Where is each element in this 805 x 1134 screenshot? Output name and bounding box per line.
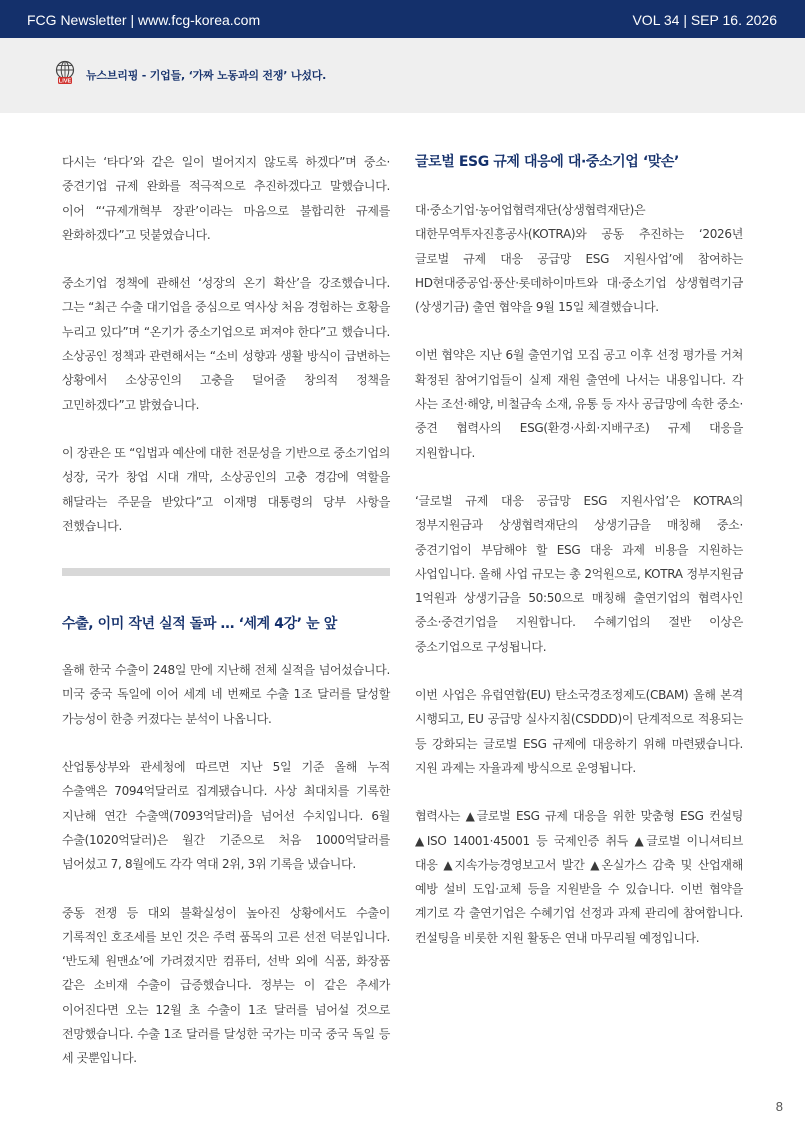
esg-section-title: 글로벌 ESG 규제 대응에 대·중소기업 ‘맞손’: [415, 154, 679, 170]
paragraph: 중소기업 정책에 관해선 ‘성장의 온기 확산’을 강조했습니다. 그는 “최근 수출 대기업을 중심으로 역사상 처음 경험하는 호황을 누리고 있다”며 “온기가 중소기업으로 퍼져야 한다”고 했습니다. 소상공인 정책과 관련해서는 “소비 성향과 생활 방식이 급변하는 상황에서 소상공인의 고충을 덜어줄 창의적 정책을 고민하겠다”고 밝혔습니다.: [62, 276, 390, 412]
right-column: [415, 150, 743, 950]
paragraph: ‘글로벌 규제 대응 공급망 ESG 지원사업’은 KOTRA의 정부지원금과 상생협력재단의 상생기금을 매칭해 중소·중견기업이 부담해야 할 ESG 대응 과제 비용을 지원하는 사업입니다. 올해 사업 규모는 총 2억원으로, KOTRA 정부지원금 1억원과 상생기금을 50:50으로 매칭해 출연기업의 협력사인 중소·중견기업을 지원합니다. 수혜기업의 절반 이상은 중소기업으로 구성됩니다.: [415, 493, 743, 654]
svg-text:LIVE: LIVE: [58, 78, 72, 85]
newsletter-site: FCG Newsletter | www.fcg-korea.com: [27, 12, 261, 28]
paragraph: 이번 사업은 유럽연합(EU) 탄소국경조정제도(CBAM) 올해 본격 시행되고, EU 공급망 실사지침(CSDDD)이 단계적으로 적용되는 등 강화되는 글로벌 ESG 규제에 대응하기 위해 마련됐습니다. 지원 과제는 자율과제 방식으로 운영됩니다.: [415, 688, 743, 775]
briefing-headline: 뉴스브리핑 - 기업들, ‘가짜 노동과의 전쟁’ 나섰다.: [86, 69, 327, 82]
paragraph: 이번 협약은 지난 6월 출연기업 모집 공고 이후 선정 평가를 거쳐 확정된 참여기업들이 실제 재원 출연에 나서는 내용입니다. 각 사는 조선·해양, 비철금속 소재, 유통 등 자사 공급망에 속한 중소·중견 협력사의 ESG(환경·사회·지배구조) 규제 대응을 지원합니다.: [415, 348, 743, 460]
page-number: 8: [775, 1099, 783, 1114]
section-divider: [62, 568, 390, 576]
export-section-title: 수출, 이미 작년 실적 돌파 … ‘세계 4강’ 눈 앞: [62, 616, 337, 633]
issue-info: VOL 34 | SEP 16. 2026: [632, 12, 777, 28]
paragraph: 산업통상부와 관세청에 따르면 지난 5일 기준 올해 누적 수출액은 7094억달러로 집계됐습니다. 사상 최대치를 기록한 지난해 연간 수출액(7093억달러)을 넘어선 수치입니다. 6월 수출(1020억달러)은 월간 기준으로 처음 1000억달러를 넘어섰고 7, 8월에도 각각 역대 2위, 3위 기록을 냈습니다.: [62, 760, 390, 872]
paragraph: 이 장관은 또 “입법과 예산에 대한 전문성을 기반으로 중소기업의 성장, 국가 창업 시대 개막, 소상공인의 고충 경감에 역할을 해달라는 주문을 받았다”고 이재명 대통령의 당부 사항을 전했습니다.: [62, 445, 390, 533]
paragraph: 중동 전쟁 등 대외 불확실성이 높아진 상황에서도 수출이 기록적인 호조세를 보인 것은 주력 품목의 고른 선전 덕분입니다. ‘반도체 원맨쇼’에 가려졌지만 컴퓨터, 선박 외에 식품, 화장품 같은 소비재 수출이 급증했습니다. 정부는 이 같은 추세가 이어진다면 오는 12월 초 수출이 1조 달러를 넘어설 것으로 전망했습니다. 수출 1조 달러를 달성한 국가는 미국 중국 독일 등 세 곳뿐입니다.: [62, 905, 390, 1066]
paragraph: 대·중소기업·농어업협력재단(상생협력재단)은 대한무역투자진흥공사(KOTRA)와 공동 추진하는 ‘2026년 글로벌 규제 대응 공급망 ESG 지원사업’에 참여하는 HD현대중공업·풍산·롯데하이마트와 대·중소기업 상생협력기금(상생기금) 출연 협약을 9월 15일 체결했습니다.: [415, 203, 743, 315]
paragraph: 올해 한국 수출이 248일 만에 지난해 전체 실적을 넘어섰습니다. 미국 중국 독일에 이어 세계 네 번째로 수출 1조 달러를 달성할 가능성이 한층 커졌다는 분석이 나옵니다.: [62, 663, 390, 726]
paragraph: 다시는 ‘타다’와 같은 일이 벌어지지 않도록 하겠다”며 중소·중견기업 규제 완화를 적극적으로 추진하겠다고 말했습니다. 이어 “‘규제개혁부 장관’이라는 마음으로 불합리한 규제를 완화하겠다”고 덧붙였습니다.: [62, 155, 390, 242]
globe-live-icon: [54, 60, 76, 86]
news-briefing-banner: [0, 38, 805, 113]
paragraph: 협력사는 ▲글로벌 ESG 규제 대응을 위한 맞춤형 ESG 컨설팅 ▲ISO 14001·45001 등 국제인증 취득 ▲글로벌 이니셔티브 대응 ▲지속가능경영보고서 발간 ▲온실가스 감축 및 산업재해 예방 설비 도입·교체 등을 지원받을 수 있습니다. 이번 협약을 계기로 각 출연기업은 수혜기업 선정과 과제 관리에 참여합니다. 컨설팅을 비롯한 지원 활동은 연내 마무리될 예정입니다.: [415, 809, 743, 945]
newsletter-header-bar: [0, 0, 805, 38]
left-column: [62, 150, 390, 1071]
